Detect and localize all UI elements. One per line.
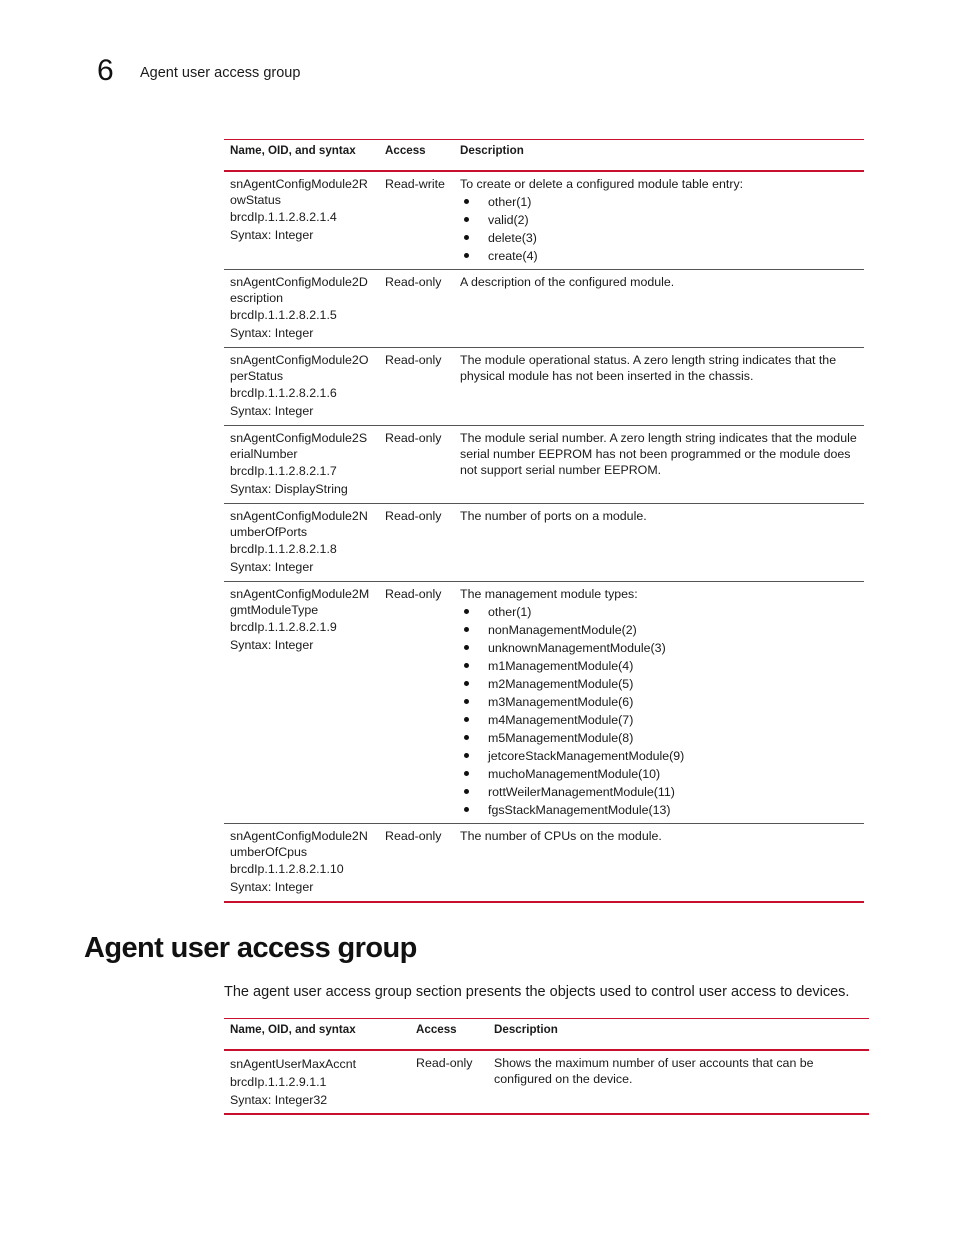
list-item: m2ManagementModule(5)	[460, 675, 858, 693]
access-cell: Read-only	[379, 270, 454, 348]
access-cell: Read-only	[379, 426, 454, 504]
name-cell	[224, 1050, 410, 1114]
description-cell: Shows the maximum number of user accounts that can be configured on the device.	[488, 1050, 869, 1114]
name-cell	[224, 824, 379, 902]
table-row	[224, 270, 864, 348]
table-row	[224, 582, 864, 824]
table-row	[224, 348, 864, 426]
object-syntax: Syntax: Integer	[230, 880, 314, 894]
mib-objects-table	[224, 139, 864, 903]
value-list	[460, 193, 858, 265]
list-item: other(1)	[460, 603, 858, 621]
section-heading: Agent user access group	[84, 932, 417, 964]
object-name: snAgentConfigModule2NumberOfCpus	[230, 829, 368, 859]
table-row	[224, 824, 864, 902]
object-oid: brcdIp.1.1.2.8.2.1.5	[230, 308, 337, 322]
column-header-name: Name, OID, and syntax	[224, 1019, 410, 1051]
object-name: snAgentConfigModule2SerialNumber	[230, 431, 368, 461]
object-name: snAgentConfigModule2Description	[230, 275, 368, 305]
object-syntax: Syntax: Integer	[230, 404, 314, 418]
object-syntax: Syntax: Integer	[230, 638, 314, 652]
object-name: snAgentConfigModule2OperStatus	[230, 353, 369, 383]
description-cell: A description of the configured module.	[454, 270, 864, 348]
list-item: rottWeilerManagementModule(11)	[460, 783, 858, 801]
object-syntax: Syntax: Integer	[230, 228, 314, 242]
table-row	[224, 426, 864, 504]
object-oid: brcdIp.1.1.2.9.1.1	[230, 1075, 327, 1089]
list-item: muchoManagementModule(10)	[460, 765, 858, 783]
user-access-table	[224, 1018, 869, 1115]
table-row	[224, 504, 864, 582]
chapter-number: 6	[97, 54, 114, 87]
access-cell: Read-only	[410, 1050, 488, 1114]
description-cell: The module serial number. A zero length string indicates that the module serial number EEPROM has not been programmed or the module does not support serial number EEPROM.	[454, 426, 864, 504]
table-row	[224, 171, 864, 270]
name-cell	[224, 582, 379, 824]
object-name: snAgentUserMaxAccnt	[230, 1057, 357, 1071]
column-header-description: Description	[454, 140, 864, 172]
object-oid: brcdIp.1.1.2.8.2.1.10	[230, 862, 344, 876]
access-cell: Read-only	[379, 824, 454, 902]
description-cell: The module operational status. A zero length string indicates that the physical module has not been inserted in the chassis.	[454, 348, 864, 426]
description-text: The management module types:	[460, 587, 638, 601]
list-item: nonManagementModule(2)	[460, 621, 858, 639]
list-item: other(1)	[460, 193, 858, 211]
list-item: unknownManagementModule(3)	[460, 639, 858, 657]
running-title: Agent user access group	[140, 65, 301, 81]
name-cell	[224, 171, 379, 270]
list-item: valid(2)	[460, 211, 858, 229]
object-oid: brcdIp.1.1.2.8.2.1.8	[230, 542, 337, 556]
description-cell	[454, 582, 864, 824]
list-item: jetcoreStackManagementModule(9)	[460, 747, 858, 765]
list-item: create(4)	[460, 247, 858, 265]
object-oid: brcdIp.1.1.2.8.2.1.9	[230, 620, 337, 634]
name-cell	[224, 348, 379, 426]
list-item: fgsStackManagementModule(13)	[460, 801, 858, 819]
object-name: snAgentConfigModule2NumberOfPorts	[230, 509, 368, 539]
list-item: m3ManagementModule(6)	[460, 693, 858, 711]
object-name: snAgentConfigModule2MgmtModuleType	[230, 587, 370, 617]
column-header-name: Name, OID, and syntax	[224, 140, 379, 172]
description-cell: The number of CPUs on the module.	[454, 824, 864, 902]
table-header-row	[224, 140, 864, 172]
description-cell: The number of ports on a module.	[454, 504, 864, 582]
list-item: delete(3)	[460, 229, 858, 247]
name-cell	[224, 426, 379, 504]
section-intro: The agent user access group section presents the objects used to control user access to devices.	[224, 984, 850, 1000]
column-header-description: Description	[488, 1019, 869, 1051]
object-oid: brcdIp.1.1.2.8.2.1.7	[230, 464, 337, 478]
list-item: m4ManagementModule(7)	[460, 711, 858, 729]
object-oid: brcdIp.1.1.2.8.2.1.4	[230, 210, 337, 224]
object-syntax: Syntax: DisplayString	[230, 482, 348, 496]
access-cell: Read-only	[379, 582, 454, 824]
table-row	[224, 1050, 869, 1114]
object-name: snAgentConfigModule2RowStatus	[230, 177, 368, 207]
name-cell	[224, 504, 379, 582]
description-text: To create or delete a configured module table entry:	[460, 177, 744, 191]
object-syntax: Syntax: Integer32	[230, 1093, 328, 1107]
access-cell: Read-write	[379, 171, 454, 270]
value-list	[460, 603, 858, 819]
column-header-access: Access	[410, 1019, 488, 1051]
column-header-access: Access	[379, 140, 454, 172]
description-cell	[454, 171, 864, 270]
list-item: m1ManagementModule(4)	[460, 657, 858, 675]
access-cell: Read-only	[379, 504, 454, 582]
object-syntax: Syntax: Integer	[230, 326, 314, 340]
object-syntax: Syntax: Integer	[230, 560, 314, 574]
object-oid: brcdIp.1.1.2.8.2.1.6	[230, 386, 337, 400]
access-cell: Read-only	[379, 348, 454, 426]
list-item: m5ManagementModule(8)	[460, 729, 858, 747]
table-header-row	[224, 1019, 869, 1051]
name-cell	[224, 270, 379, 348]
